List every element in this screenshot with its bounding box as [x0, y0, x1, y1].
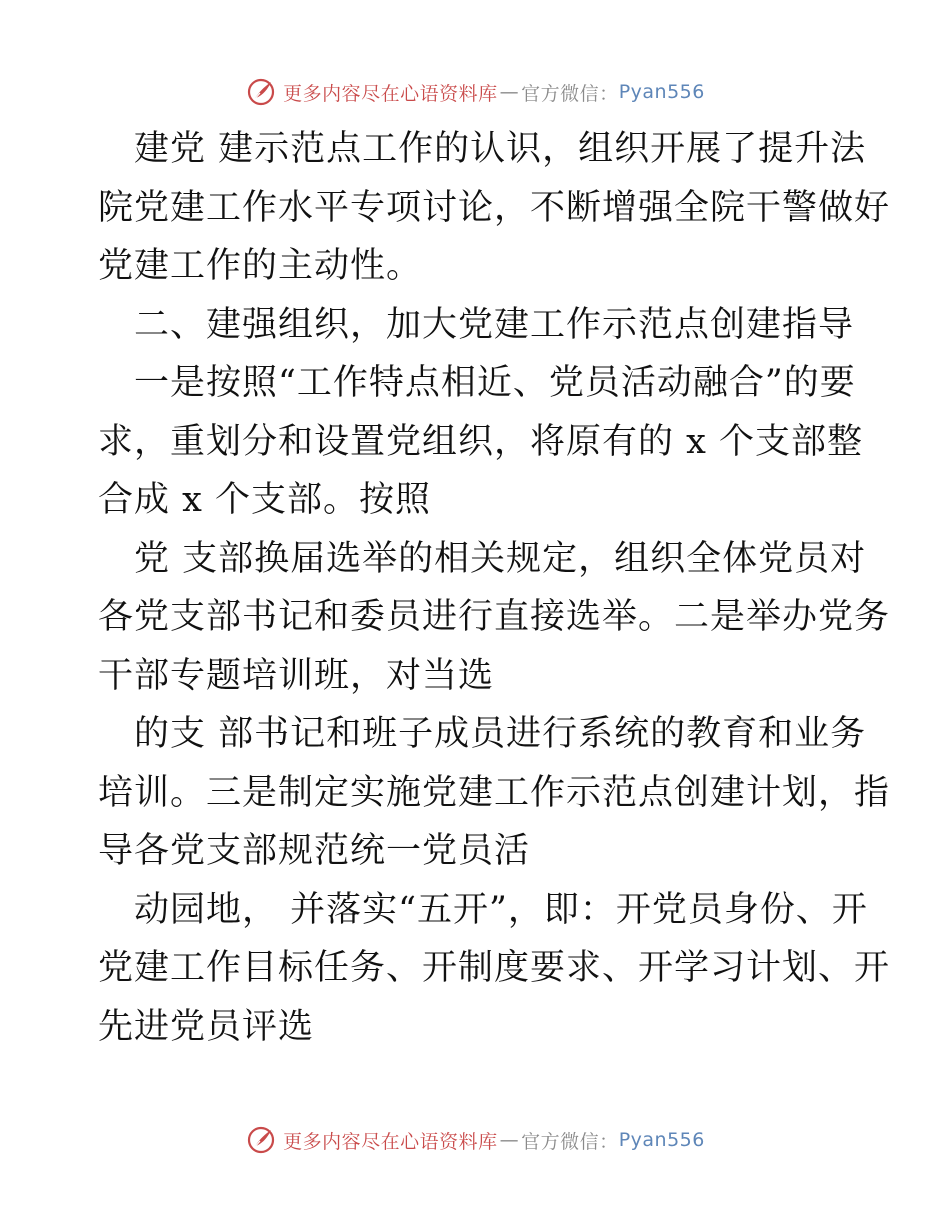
watermark-separator: — — [499, 1129, 520, 1151]
text-line: 各党支部书记和委员进行直接选举。二是举办党务 — [98, 597, 891, 637]
text-line: 的支 部书记和班子成员进行系统的教育和业务 — [98, 714, 867, 754]
watermark-contact-id: Pyan556 — [618, 81, 705, 103]
watermark-contact-label: 官方微信： — [521, 1130, 619, 1153]
header-watermark — [0, 72, 950, 112]
watermark-contact-id: Pyan556 — [618, 1129, 705, 1151]
text-line: 院党建工作水平专项讨论，不断增强全院干警做好 — [98, 187, 891, 228]
text-line: 合成 x 个支部。按照 — [98, 480, 431, 520]
watermark-contact-label: 官方微信： — [521, 82, 619, 105]
text-line: 导各党支部规范统一党员活 — [98, 831, 531, 871]
text-line: 先进党员评选 — [98, 1006, 315, 1047]
text-line: 干部专题培训班，对当选 — [98, 655, 495, 696]
text-line: 求，重划分和设置党组织，将原有的 x 个支部整 — [98, 421, 863, 462]
text-line: 党建工作的主动性。 — [98, 246, 423, 286]
text-line: 培训。三是制定实施党建工作示范点创建计划，指 — [98, 772, 891, 813]
text-line: 建党 建示范点工作的认识，组织开展了提升法 — [98, 129, 867, 169]
footer-watermark — [0, 1120, 950, 1160]
text-line: 动园地， 并落实“五开”，即：开党员身份、开 — [98, 889, 868, 930]
section-heading: 二、建强组织，加大党建工作示范点创建指导 — [98, 304, 855, 345]
text-line: 一是按照“工作特点相近、党员活动融合”的要 — [98, 363, 856, 403]
watermark-separator: — — [499, 81, 520, 103]
feather-pen-icon — [245, 76, 277, 108]
text-line: 党建工作目标任务、开制度要求、开学习计划、开 — [98, 948, 891, 988]
text-line: 党 支部换届选举的相关规定，组织全体党员对 — [98, 538, 867, 579]
document-body — [98, 120, 891, 1056]
watermark-site-text: 更多内容尽在心语资料库 — [283, 82, 498, 105]
watermark-site-text: 更多内容尽在心语资料库 — [283, 1130, 498, 1153]
feather-pen-icon — [245, 1124, 277, 1156]
